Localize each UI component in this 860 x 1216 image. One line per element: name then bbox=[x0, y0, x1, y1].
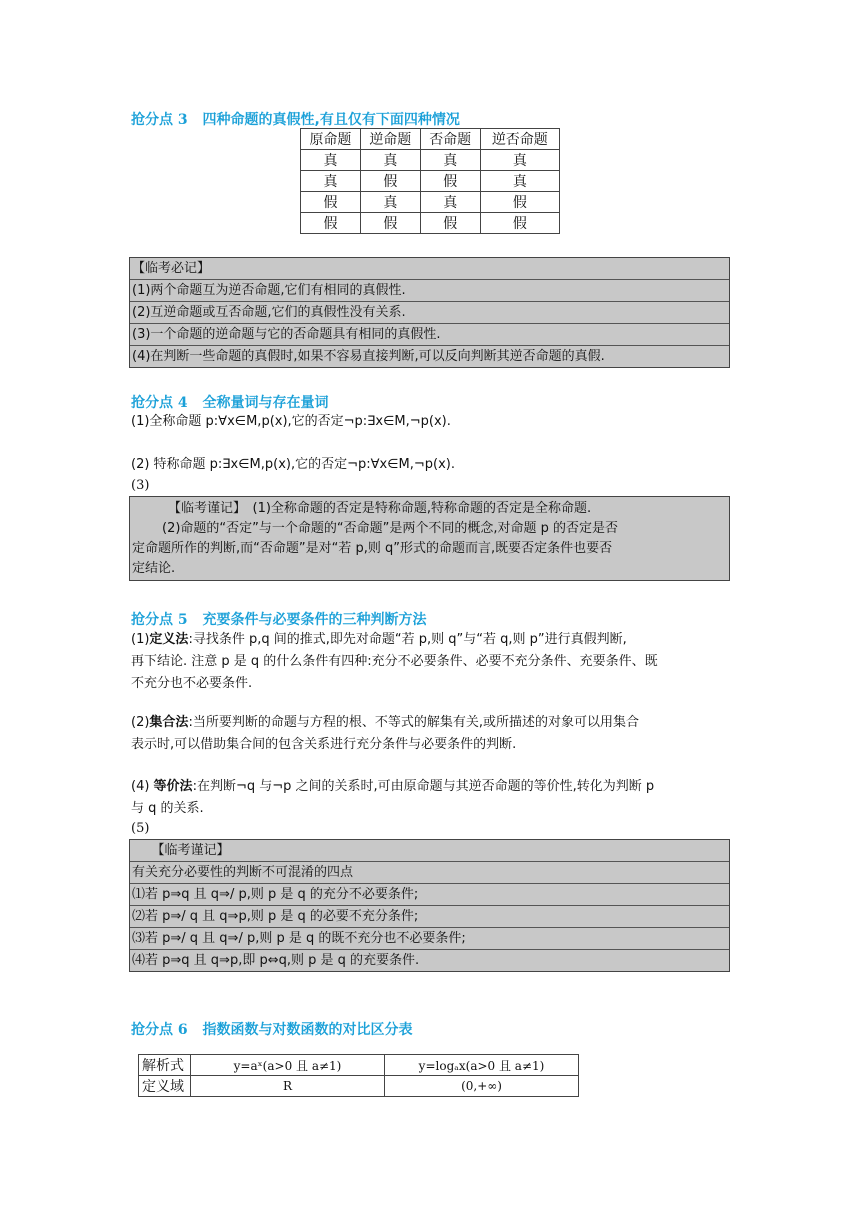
table-cell: 真 bbox=[360, 150, 420, 171]
table-cell: 假 bbox=[480, 192, 559, 213]
table-cell: 真 bbox=[301, 171, 361, 192]
box-line: ⑶若 p⇒/ q 且 q⇒/ p,则 p 是 q 的既不充分也不必要条件; bbox=[130, 928, 729, 950]
table-row bbox=[139, 1055, 579, 1076]
table-cell: 逆否命题 bbox=[480, 129, 559, 150]
table-row bbox=[139, 1076, 579, 1097]
universal-proposition-text: (1)全称命题 p:∀x∈M,p(x),它的否定¬p:∃x∈M,¬p(x). bbox=[131, 414, 451, 429]
table-row bbox=[301, 192, 560, 213]
table-cell: 假 bbox=[420, 171, 480, 192]
method-text: :当所要判断的命题与方程的根、不等式的解集有关,或所描述的对象可以用集合 bbox=[188, 715, 639, 730]
table-cell: 假 bbox=[420, 213, 480, 234]
item-number: (4) bbox=[131, 779, 154, 794]
method-text: 再下结论. 注意 p 是 q 的什么条件有四种:充分不必要条件、必要不充分条件、充要条件、既 bbox=[131, 654, 658, 669]
box-line: 定命题所作的判断,而“否命题”是对“若 p,则 q”形式的命题而言,既要否定条件也要否 bbox=[132, 541, 613, 556]
set-method bbox=[131, 712, 731, 756]
item-number: (1) bbox=[131, 632, 150, 647]
definition-method bbox=[131, 629, 731, 695]
item-3-label: (3) bbox=[131, 478, 150, 493]
table-cell: 假 bbox=[480, 213, 559, 234]
heading-title: 全称量词与存在量词 bbox=[202, 395, 329, 411]
table-cell: 真 bbox=[301, 150, 361, 171]
table-cell: (0,+∞) bbox=[385, 1076, 579, 1097]
box-line: ⑵若 p⇒/ q 且 q⇒p,则 p 是 q 的必要不充分条件; bbox=[130, 906, 729, 928]
method-name: 集合法 bbox=[149, 715, 189, 730]
heading-label: 抢分点 bbox=[131, 395, 173, 411]
box-line: 有关充分必要性的判断不可混淆的四点 bbox=[130, 862, 729, 884]
box-line: ⑷若 p⇒q 且 q⇒p,即 p⇔q,则 p 是 q 的充要条件. bbox=[132, 953, 420, 968]
table-cell: R bbox=[191, 1076, 385, 1097]
table-cell: 假 bbox=[360, 171, 420, 192]
heading-title: 四种命题的真假性,有且仅有下面四种情况 bbox=[202, 112, 460, 128]
method-text: 表示时,可以借助集合间的包含关系进行充分条件与必要条件的判断. bbox=[131, 737, 517, 752]
table-cell: 真 bbox=[420, 150, 480, 171]
method-text: 与 q 的关系. bbox=[131, 801, 204, 816]
heading-number: 3 bbox=[177, 112, 188, 128]
heading-title: 充要条件与必要条件的三种判断方法 bbox=[202, 612, 427, 628]
item-number: (2) bbox=[131, 715, 150, 730]
box-line: (3)一个命题的逆命题与它的否命题具有相同的真假性. bbox=[130, 324, 729, 346]
table-cell: 假 bbox=[301, 213, 361, 234]
equivalence-method bbox=[131, 776, 731, 820]
heading-label: 抢分点 bbox=[131, 112, 173, 128]
table-cell: 真 bbox=[420, 192, 480, 213]
table-cell: 真 bbox=[480, 150, 559, 171]
item-5-label: (5) bbox=[131, 821, 150, 836]
table-row bbox=[301, 129, 560, 150]
method-text: :寻找条件 p,q 间的推式,即先对命题“若 p,则 q”与“若 q,则 p”进行真假判断, bbox=[188, 632, 627, 647]
box-line: 【临考谨记】 (1)全称命题的否定是特称命题,特称命题的否定是全称命题. bbox=[168, 501, 592, 516]
heading-number: 6 bbox=[177, 1022, 188, 1038]
table-cell: 逆命题 bbox=[360, 129, 420, 150]
box-line: (4)在判断一些命题的真假时,如果不容易直接判断,可以反向判断其逆否命题的真假. bbox=[132, 349, 605, 364]
box-line: (1)两个命题互为逆否命题,它们有相同的真假性. bbox=[130, 280, 729, 302]
section-4-heading bbox=[131, 392, 329, 412]
table-row bbox=[301, 150, 560, 171]
method-text: :在判断¬q 与¬p 之间的关系时,可由原命题与其逆否命题的等价性,转化为判断 p bbox=[192, 779, 655, 794]
table-row bbox=[301, 171, 560, 192]
method-name: 等价法 bbox=[153, 779, 193, 794]
table-cell: 假 bbox=[301, 192, 361, 213]
method-name: 定义法 bbox=[149, 632, 189, 647]
box-title: 【临考谨记】 bbox=[130, 840, 729, 862]
exam-note-box bbox=[129, 496, 730, 581]
table-header-cell: 定义域 bbox=[139, 1076, 191, 1097]
table-cell: 真 bbox=[360, 192, 420, 213]
heading-label: 抢分点 bbox=[131, 1022, 173, 1038]
box-title: 【临考必记】 bbox=[130, 258, 729, 280]
existential-proposition-text: (2) 特称命题 p:∃x∈M,p(x),它的否定¬p:∀x∈M,¬p(x). bbox=[131, 457, 456, 472]
section-5-heading bbox=[131, 609, 427, 629]
method-text: 不充分也不必要条件. bbox=[131, 676, 253, 691]
table-cell: y=aˣ(a>0 且 a≠1) bbox=[191, 1055, 385, 1076]
table-cell: y=logₐx(a>0 且 a≠1) bbox=[385, 1055, 579, 1076]
table-cell: 原命题 bbox=[301, 129, 361, 150]
section-6-heading bbox=[131, 1019, 413, 1039]
box-line: 定结论. bbox=[132, 561, 176, 576]
must-remember-box bbox=[129, 257, 730, 368]
heading-number: 5 bbox=[177, 612, 188, 628]
heading-number: 4 bbox=[177, 395, 188, 411]
section-3-heading bbox=[131, 109, 460, 129]
table-cell: 真 bbox=[480, 171, 559, 192]
box-line: (2)命题的“否定”与一个命题的“否命题”是两个不同的概念,对命题 p 的否定是否 bbox=[162, 521, 619, 536]
table-cell: 假 bbox=[360, 213, 420, 234]
table-header-cell: 解析式 bbox=[139, 1055, 191, 1076]
function-comparison-table bbox=[138, 1054, 579, 1097]
heading-title: 指数函数与对数函数的对比区分表 bbox=[202, 1022, 413, 1038]
box-line: ⑴若 p⇒q 且 q⇒/ p,则 p 是 q 的充分不必要条件; bbox=[130, 884, 729, 906]
truth-table bbox=[300, 128, 560, 234]
table-row bbox=[301, 213, 560, 234]
table-cell: 否命题 bbox=[420, 129, 480, 150]
box-line: (2)互逆命题或互否命题,它们的真假性没有关系. bbox=[130, 302, 729, 324]
exam-note-box-2 bbox=[129, 839, 730, 972]
heading-label: 抢分点 bbox=[131, 612, 173, 628]
